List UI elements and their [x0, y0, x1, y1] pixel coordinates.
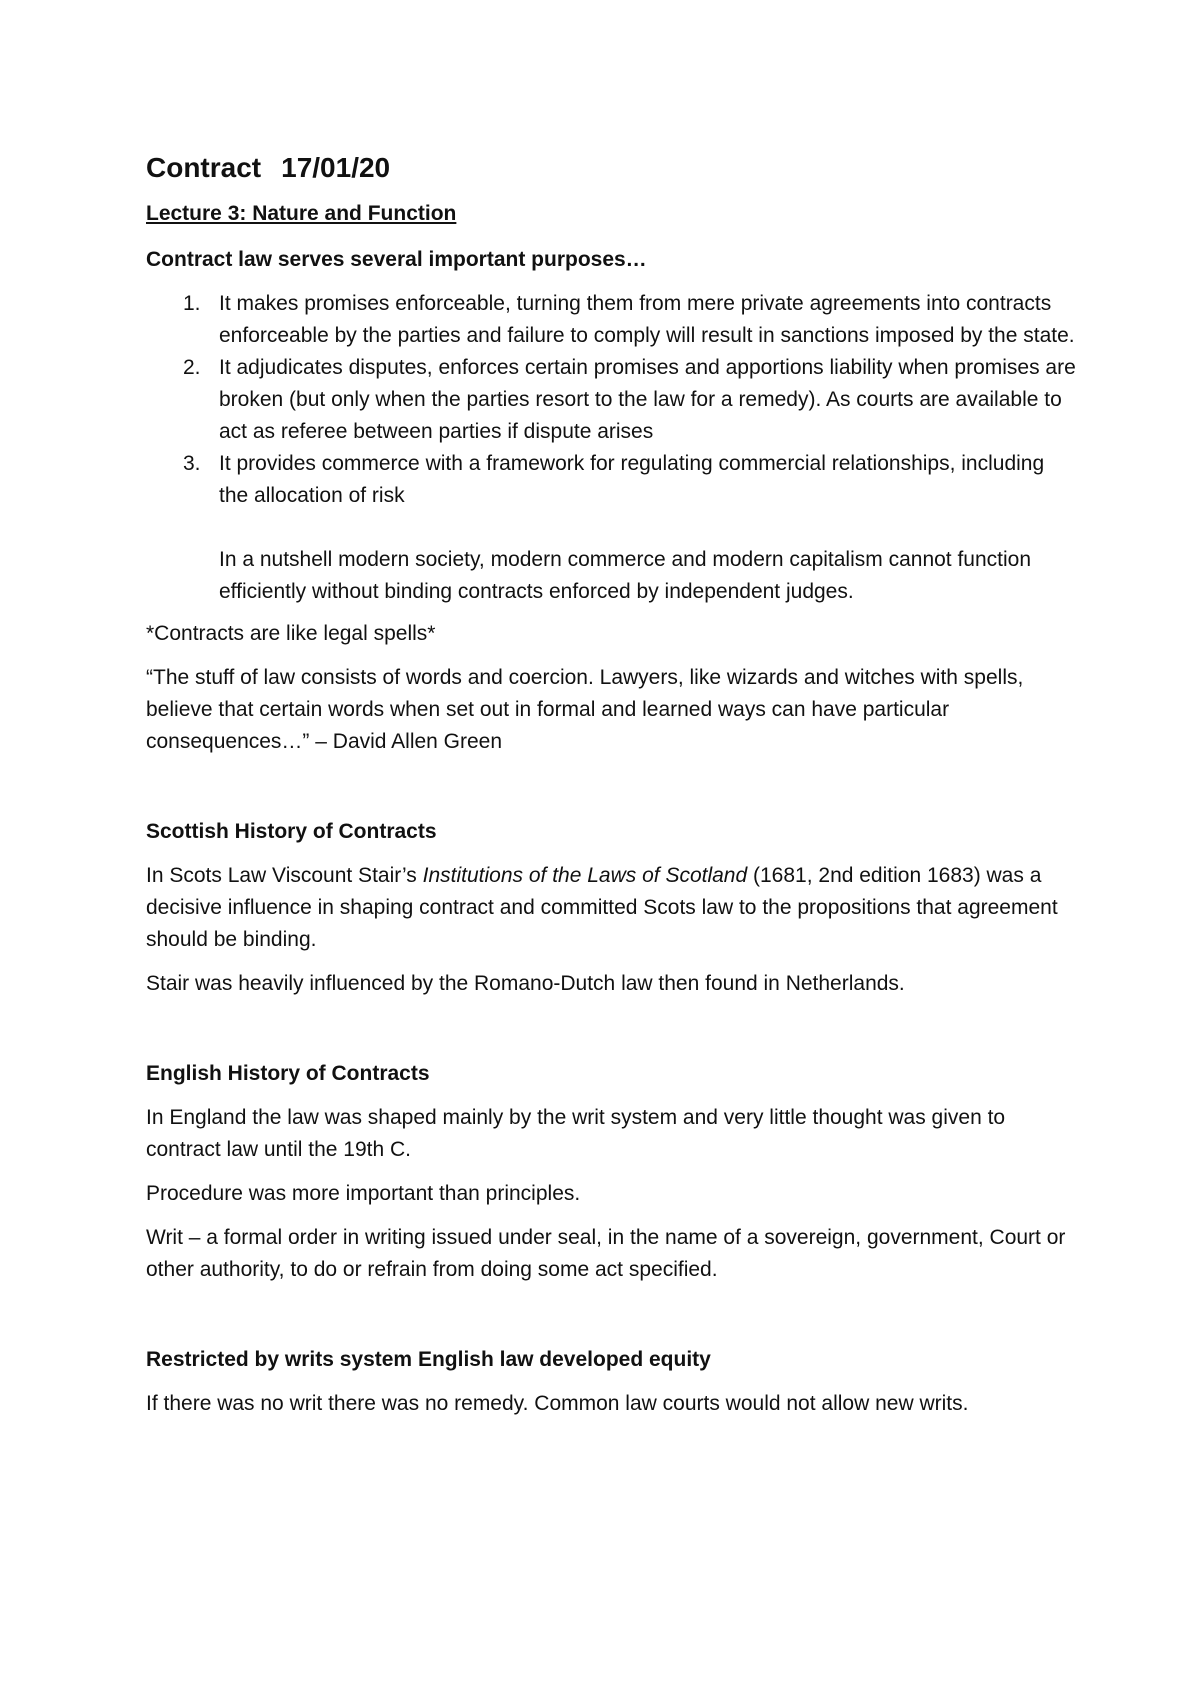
nutshell-paragraph: In a nutshell modern society, modern commerce and modern capitalism cannot function efficiently without binding contracts enforced by independent judges. [219, 548, 1032, 603]
title-text: Contract [146, 152, 262, 183]
green-quote: “The stuff of law consists of words and coercion. Lawyers, like wizards and witches with spells, believe that certain words when set out in formal and learned ways can have particular consequences…” – David Allen Green [146, 666, 1024, 753]
equity-heading: Restricted by writs system English law developed equity [146, 1348, 711, 1371]
list-item-number: 3. [183, 452, 201, 475]
english-heading: English History of Contracts [146, 1062, 430, 1085]
list-item-text: It adjudicates disputes, enforces certain promises and apportions liability when promises are broken (but only when the parties resort to the law for a remedy). As courts are available to act as referee between parties if dispute arises [219, 356, 1076, 443]
spacer [146, 770, 1076, 816]
list-item [146, 288, 1076, 352]
title-date: 17/01/20 [281, 152, 391, 183]
purposes-list [146, 288, 1076, 512]
english-paragraph-1: In England the law was shaped mainly by the writ system and very little thought was given to contract law until the 19th C. [146, 1106, 1006, 1161]
scottish-heading: Scottish History of Contracts [146, 820, 437, 843]
scottish-paragraph-2: Stair was heavily influenced by the Romano-Dutch law then found in Netherlands. [146, 972, 905, 995]
stair-institutions-title: Institutions of the Laws of Scotland [422, 864, 748, 887]
spacer [146, 1012, 1076, 1058]
spells-note: *Contracts are like legal spells* [146, 622, 436, 645]
lecture-heading: Lecture 3: Nature and Function [146, 202, 457, 225]
spacer [146, 1298, 1076, 1344]
list-item-number: 2. [183, 356, 201, 379]
list-item-number: 1. [183, 292, 201, 315]
list-item [146, 352, 1076, 448]
english-paragraph-2: Procedure was more important than principles. [146, 1182, 581, 1205]
list-item [146, 448, 1076, 512]
document-body [146, 148, 1076, 1432]
purposes-intro: Contract law serves several important purposes… [146, 248, 647, 271]
scottish-paragraph-1 [146, 860, 1076, 956]
equity-paragraph: If there was no writ there was no remedy. Common law courts would not allow new writs. [146, 1392, 969, 1415]
page-title [146, 148, 1076, 188]
writ-definition: Writ – a formal order in writing issued under seal, in the name of a sovereign, government, Court or other authority, to do or refrain from doing some act specified. [146, 1226, 1066, 1281]
scottish-p1-before: In Scots Law Viscount Stair’s [146, 864, 423, 887]
list-item-text: It makes promises enforceable, turning them from mere private agreements into contracts enforceable by the parties and failure to comply will result in sanctions imposed by the state. [219, 292, 1075, 347]
list-item-text: It provides commerce with a framework for regulating commercial relationships, including the allocation of risk [219, 452, 1045, 507]
scottish-p1-after: (1681, 2nd edition 1683) was a decisive influence in shaping contract and committed Scots law to the propositions that agreement should be binding. [146, 864, 1058, 951]
